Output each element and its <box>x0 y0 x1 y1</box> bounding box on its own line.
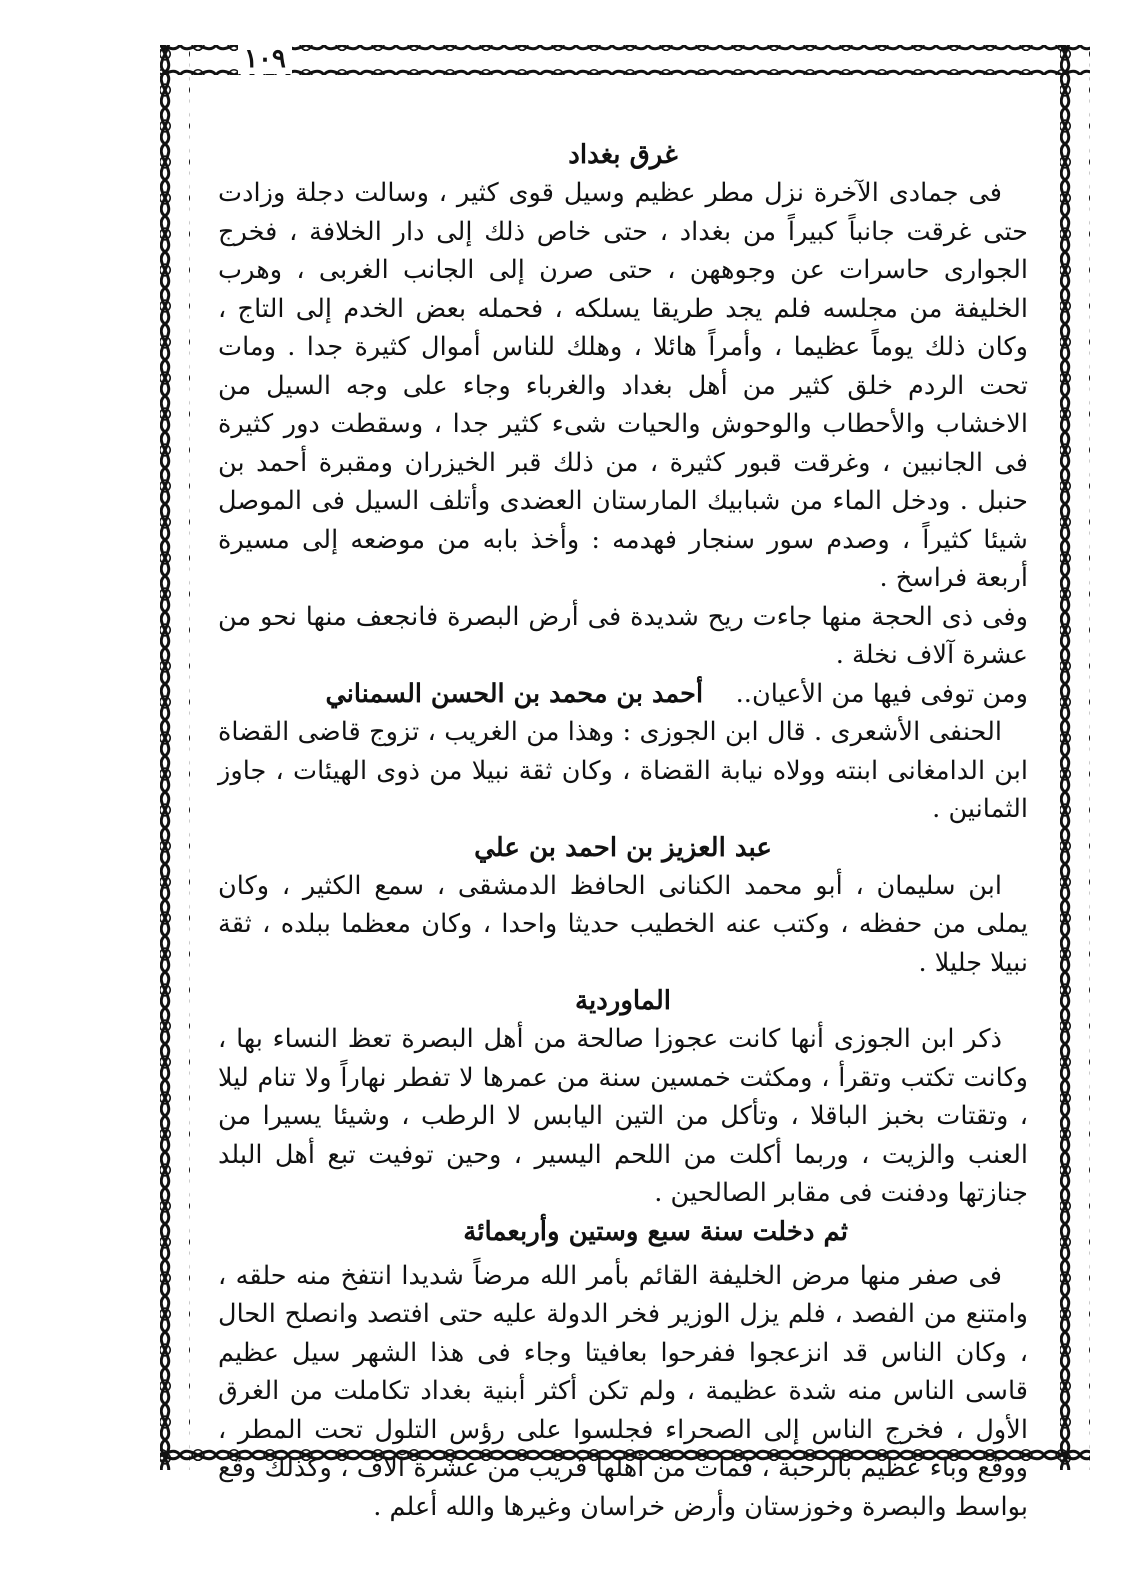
notables-intro: ومن توفى فيها من الأعيان.. <box>735 678 1028 709</box>
person-heading: الماوردية <box>575 986 671 1016</box>
person-bio: الحنفى الأشعرى . قال ابن الجوزى : وهذا من الغريب ، تزوج قاضى القضاة ابن الدامغانى ابنته وولاه نيابة القضاة ، وكان ثقة نبيلا من ذوى الهيئات ، جاوز الثمانين . <box>218 717 1028 824</box>
section-heading: غرق بغداد <box>568 140 678 170</box>
person-bio: ذكر ابن الجوزى أنها كانت عجوزا صالحة من أهل البصرة تعظ النساء بها ، وكانت تكتب وتقرأ ، ومكثت خمسين سنة من عمرها لا تفطر نهاراً ولا تنام ليلا ، وتقتات بخبز الباقلا ، وتأكل من التين اليابس لا الرطب ، وشيئا يسيرا من العنب والزيت ، وربما أكلت من اللحم اليسير ، وحين توفيت تبع أهل البلد جنازتها ودفنت فى مقابر الصالحين . <box>218 1024 1028 1208</box>
year-heading: ثم دخلت سنة سبع وستين وأربعمائة <box>463 1216 848 1247</box>
person-name: أحمد بن محمد بن الحسن السمناني <box>325 678 704 709</box>
page-body <box>218 136 1028 1522</box>
paragraph: وفى ذى الحجة منها جاءت ريح شديدة فى أرض البصرة فانجعف منها نحو من عشرة آلاف نخلة . <box>218 601 1028 670</box>
paragraph: فى جمادى الآخرة نزل مطر عظيم وسيل قوى كثير ، وسالت دجلة وزادت حتى غرقت جانباً كبيراً من بغداد ، حتى خاص ذلك إلى دار الخلافة ، فخرج الجوارى حاسرات عن وجوههن ، حتى صرن إلى الجانب الغربى ، وهرب الخليفة من مجلسه فلم يجد طريقا يسلكه ، فحمله بعض الخدم إلى التاج ، وكان ذلك يوماً عظيما ، وأمراً هائلا ، وهلك للناس أموال كثيرة جدا . ومات تحت الردم خلق كثير من أهل بغداد والغرباء وجاء على وجه السيل من الاخشاب والأحطاب والوحوش والحيات شىء كثير جدا ، وسقطت دور كثيرة فى الجانبين ، وغرقت قبور كثيرة ، من ذلك قبر الخيزران ومقبرة أحمد بن حنبل . ودخل الماء من شبابيك المارستان العضدى وأتلف السيل فى الموصل شيئا كثيراً ، وصدم سور سنجار فهدمه : وأخذ بابه من موضعه إلى مسيرة أربعة فراسخ . <box>218 178 1028 593</box>
paragraph: فى صفر منها مرض الخليفة القائم بأمر الله مرضاً شديدا انتفخ منه حلقه ، وامتنع من الفصد ، فلم يزل الوزير فخر الدولة عليه حتى افتصد وانصلح الحال ، وكان الناس قد انزعجوا ففرحوا بعافيتا وجاء فى هذا الشهر سيل عظيم قاسى الناس منه شدة عظيمة ، ولم تكن أكثر أبنية بغداد تكاملت من الغرق الأول ، فخرج الناس إلى الصحراء فجلسوا على رؤس التلول تحت المطر ، ووقع وباء عظيم بالرحبة ، فمات من أهلها قريب من عشرة آلاف ، وكذلك وقع بواسط والبصرة وخوزستان وأرض خراسان وغيرها والله أعلم . <box>218 1260 1028 1522</box>
person-bio: ابن سليمان ، أبو محمد الكنانى الحافظ الدمشقى ، سمع الكثير ، وكان يملى من حفظه ، وكتب عنه الخطيب حديثا واحدا ، وكان معظما ببلده ، ثقة نبيلا جليلا . <box>218 870 1028 978</box>
page-number: ١٠٩ <box>238 44 292 74</box>
notables-line <box>218 675 1028 714</box>
person-heading: عبد العزيز بن احمد بن علي <box>474 832 772 863</box>
